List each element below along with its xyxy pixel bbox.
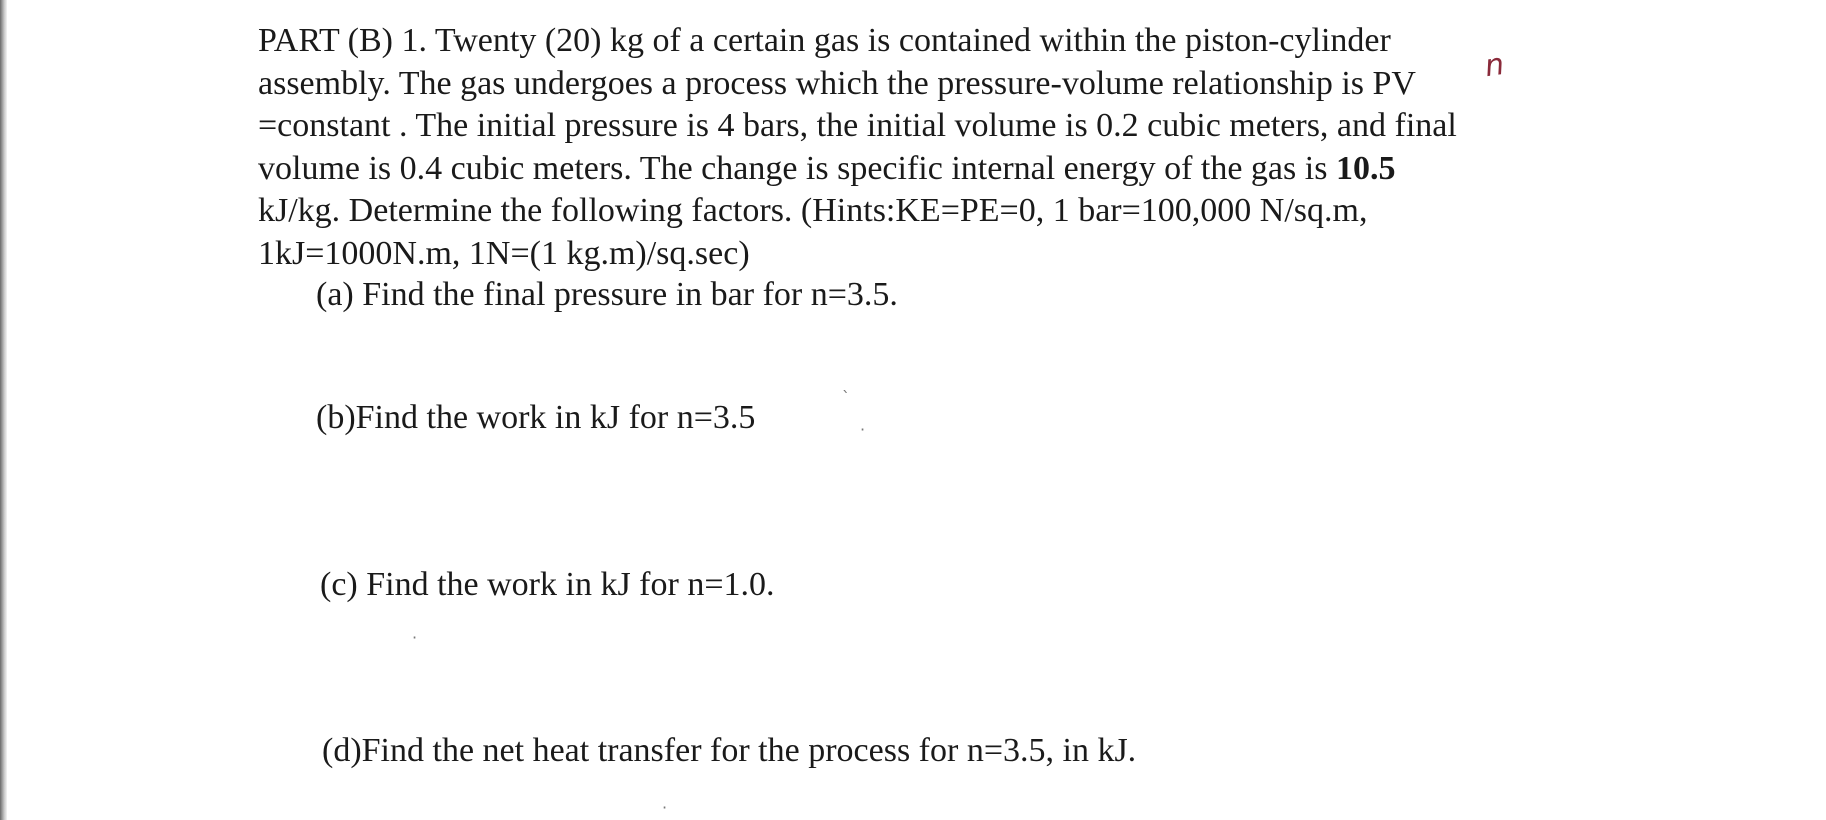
question-b: (b)Find the work in kJ for n=3.5 xyxy=(316,399,756,436)
question-a: (a) Find the final pressure in bar for n=3.5. xyxy=(316,276,898,313)
problem-line-5: kJ/kg. Determine the following factors. (Hints:KE=PE=0, 1 bar=100,000 N/sq.m, xyxy=(258,192,1368,229)
stray-dot-mark: · xyxy=(662,798,668,817)
problem-line-6: 1kJ=1000N.m, 1N=(1 kg.m)/sq.sec) xyxy=(258,234,750,272)
problem-statement xyxy=(258,20,1578,275)
handwritten-exponent: n xyxy=(1482,46,1507,85)
question-c: (c) Find the work in kJ for n=1.0. xyxy=(320,566,775,603)
stray-dot-mark: · xyxy=(860,420,866,439)
internal-energy-value: 10.5 xyxy=(1335,149,1396,187)
question-d: (d)Find the net heat transfer for the process for n=3.5, in kJ. xyxy=(322,732,1137,769)
stray-tick-mark: ˋ xyxy=(842,388,850,407)
problem-line-3: =constant . The initial pressure is 4 bars, the initial volume is 0.2 cubic meters, and final xyxy=(258,107,1457,144)
stray-dot-mark: · xyxy=(412,628,418,647)
problem-line-4 xyxy=(258,148,1578,191)
problem-line-4-text: volume is 0.4 cubic meters. The change is specific internal energy of the gas is xyxy=(258,149,1336,187)
problem-line-2: assembly. The gas undergoes a process which the pressure-volume relationship is PV xyxy=(258,64,1416,102)
problem-line-1: PART (B) 1. Twenty (20) kg of a certain gas is contained within the piston-cylinder xyxy=(258,22,1391,59)
